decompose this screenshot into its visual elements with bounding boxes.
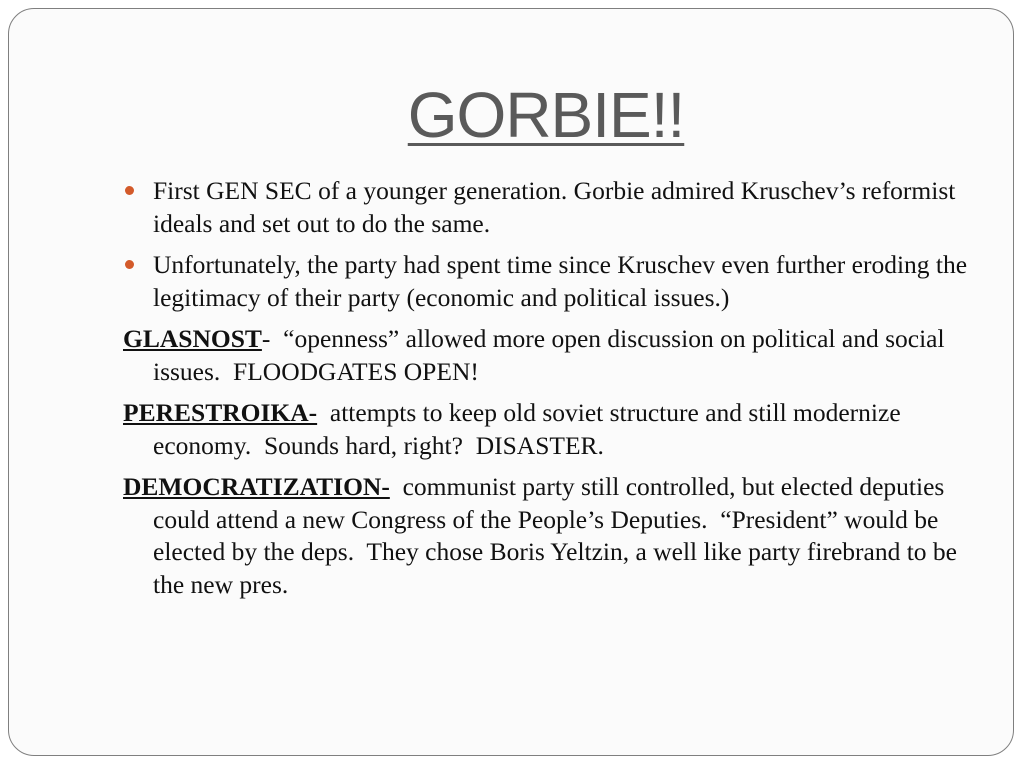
term-perestroika <box>123 397 983 462</box>
term-democratization <box>123 471 983 601</box>
bullet-item <box>123 249 983 314</box>
term-label: PERESTROIKA- <box>123 398 318 427</box>
term-description: attempts to keep old soviet structure and still modernize economy. Sounds hard, right? DISASTER. <box>153 398 908 460</box>
term-glasnost <box>123 323 983 388</box>
term-description: communist party still controlled, but elected deputies could attend a new Congress of the People’s Deputies. “President” would be elected by the deps. They chose Boris Yeltzin, a well like party firebrand to be the new pres. <box>153 472 964 599</box>
bullet-text: Unfortunately, the party had spent time since Kruschev even further eroding the legitimacy of their party (economic and political issues.) <box>153 250 968 312</box>
slide-frame <box>8 8 1014 756</box>
bullet-dot-icon <box>125 260 134 269</box>
term-description: - “openness” allowed more open discussion on political and social issues. FLOODGATES OPEN! <box>153 324 951 386</box>
slide-title <box>9 75 1024 155</box>
term-label: DEMOCRATIZATION- <box>123 472 390 501</box>
bullet-item <box>123 175 983 240</box>
slide-title-text: GORBIE!! <box>407 79 685 151</box>
slide-body <box>123 175 983 610</box>
bullet-text: First GEN SEC of a younger generation. Gorbie admired Kruschev’s reformist ideals and set out to do the same. <box>153 176 956 238</box>
term-label: GLASNOST <box>123 324 262 353</box>
bullet-dot-icon <box>125 186 134 195</box>
